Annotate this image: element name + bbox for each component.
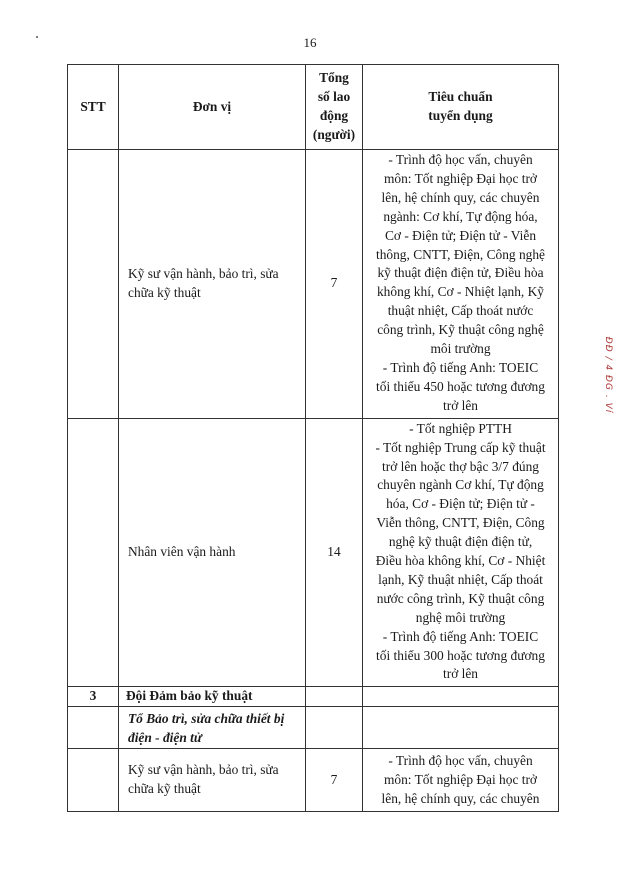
- header-row: [68, 65, 559, 150]
- table-row: [68, 150, 559, 419]
- row-unit: Nhân viên vận hành: [119, 418, 306, 687]
- row-standard: - Trình độ học vấn, chuyên môn: Tốt nghiệp Đại học trở lên, hệ chính quy, các chuyên: [363, 749, 559, 812]
- group-row: [68, 687, 559, 707]
- header-standard: Tiêu chuẩn tuyển dụng: [363, 65, 559, 150]
- subgroup-total: [306, 707, 363, 749]
- header-unit: Đơn vị: [119, 65, 306, 150]
- recruitment-table: [67, 64, 559, 812]
- row-stt: [68, 150, 119, 419]
- table-row: [68, 749, 559, 812]
- group-total: [306, 687, 363, 707]
- table-row: [68, 418, 559, 687]
- subgroup-name: Tổ Bảo trì, sửa chữa thiết bị điện - điện tử: [119, 707, 306, 749]
- subgroup-stt: [68, 707, 119, 749]
- row-total: 14: [306, 418, 363, 687]
- page-number: 16: [303, 35, 317, 50]
- header-stt: STT: [68, 65, 119, 150]
- subgroup-row: [68, 707, 559, 749]
- group-standard: [363, 687, 559, 707]
- subgroup-standard: [363, 707, 559, 749]
- row-unit: Kỹ sư vận hành, bảo trì, sửa chữa kỹ thuật: [119, 150, 306, 419]
- row-stt: [68, 749, 119, 812]
- header-total: Tổng số lao động (người): [306, 65, 363, 150]
- row-total: 7: [306, 749, 363, 812]
- row-unit: Kỹ sư vận hành, bảo trì, sửa chữa kỹ thuật: [119, 749, 306, 812]
- row-standard: - Tốt nghiệp PTTH - Tốt nghiệp Trung cấp kỹ thuật trở lên hoặc thợ bậc 3/7 đúng chuyên ngành Cơ khí, Tự động hóa, Cơ - Điện tử; Điện tử - Viễn thông, CNTT, Điện, Công nghệ kỹ thuật điện điện tử, Điều hòa không khí, Cơ - Nhiệt lạnh, Kỹ thuật nhiệt, Cấp thoát nước công trình, Kỹ thuật công nghệ môi trường - Trình độ tiếng Anh: TOEIC tối thiểu 300 hoặc tương đương trở lên: [363, 418, 559, 687]
- scan-speck: [36, 36, 38, 38]
- group-name: Đội Đảm bảo kỹ thuật: [119, 687, 306, 707]
- margin-stamp: ĐĐ / 4 ĐG . Ví: [603, 336, 614, 414]
- group-stt: 3: [68, 687, 119, 707]
- row-stt: [68, 418, 119, 687]
- row-total: 7: [306, 150, 363, 419]
- row-standard: - Trình độ học vấn, chuyên môn: Tốt nghiệp Đại học trở lên, hệ chính quy, các chuyên ngành: Cơ khí, Tự động hóa, Cơ - Điện tử; Điện tử - Viễn thông, CNTT, Điện, Công nghệ kỹ thuật điện điện tử, Điều hòa không khí, Cơ - Nhiệt lạnh, Kỹ thuật nhiệt, Cấp thoát nước công trình, Kỹ thuật công nghệ môi trường - Trình độ tiếng Anh: TOEIC tối thiểu 450 hoặc tương đương trở lên: [363, 150, 559, 419]
